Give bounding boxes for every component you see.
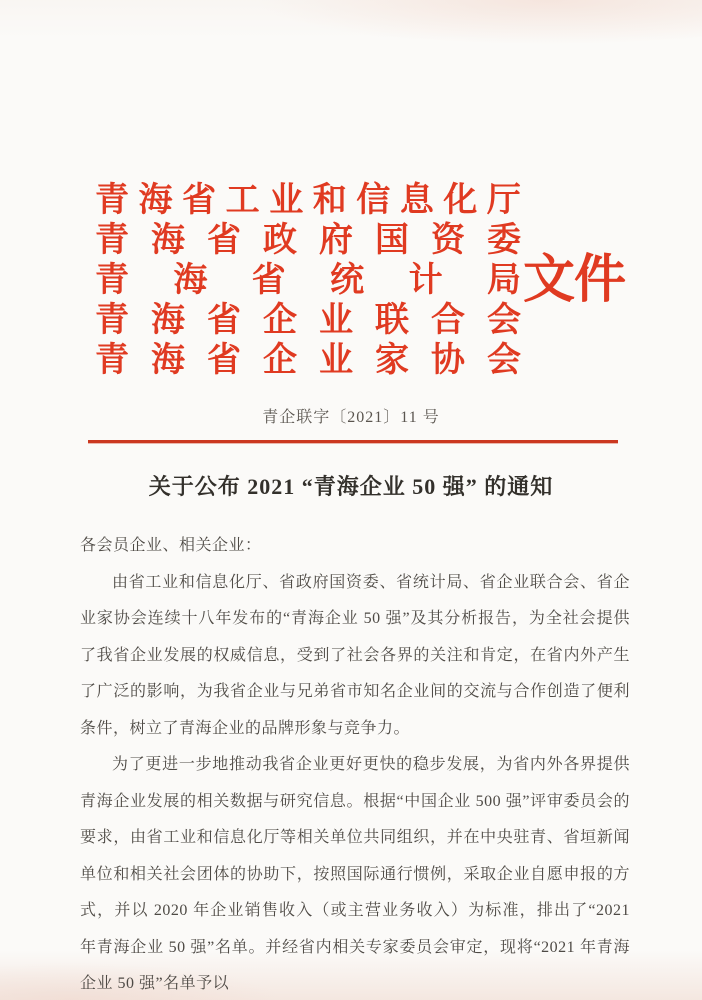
doc-type-label: 文件 — [523, 252, 626, 309]
document-title: 关于公布 2021 “青海企业 50 强” 的通知 — [148, 474, 554, 499]
doc-number: 青企联字〔2021〕11 号 — [262, 409, 440, 426]
issuer-line-2: 青 海 省 政 府 国 资 委 — [95, 222, 521, 259]
issuer-list — [95, 181, 521, 381]
salutation: 各会员企业、相关企业： — [80, 537, 262, 554]
document-body — [80, 528, 630, 1000]
red-divider-rule — [88, 440, 618, 443]
issuer-line-3: 青 海 省 统 计 局 — [95, 262, 521, 299]
body-paragraph-1: 由省工业和信息化厅、省政府国资委、省统计局、省企业联合会、省企业家协会连续十八年发布的“青海企业 50 强”及其分析报告，为全社会提供了我省企业发展的权威信息，受到了社会各界的关注和肯定，在省内外产生了广泛的影响，为我省企业与兄弟省市知名企业间的交流与合作创造了便利条件，树立了青海企业的品牌形象与竞争力。 — [80, 573, 630, 737]
issuer-line-1: 青 海 省 工 业 和 信 息 化 厅 — [95, 182, 521, 219]
issuer-line-4: 青 海 省 企 业 联 合 会 — [95, 302, 521, 339]
issuer-line-5: 青 海 省 企 业 家 协 会 — [95, 342, 521, 379]
letterhead — [95, 181, 625, 381]
body-paragraph-2: 为了更进一步地推动我省企业更好更快的稳步发展，为省内外各界提供青海企业发展的相关数据与研究信息。根据“中国企业 500 强”评审委员会的要求，由省工业和信息化厅等相关单位共同组织，并在中央驻青、省垣新闻单位和相关社会团体的协助下，按照国际通行惯例，采取企业自愿申报的方式，并以 2020 年企业销售收入（或主营业务收入）为标准，排出了“2021 年青海企业 50 强”名单。并经省内相关专家委员会审定，现将“2021 年青海企业 50 强”名单予以 — [80, 756, 630, 992]
